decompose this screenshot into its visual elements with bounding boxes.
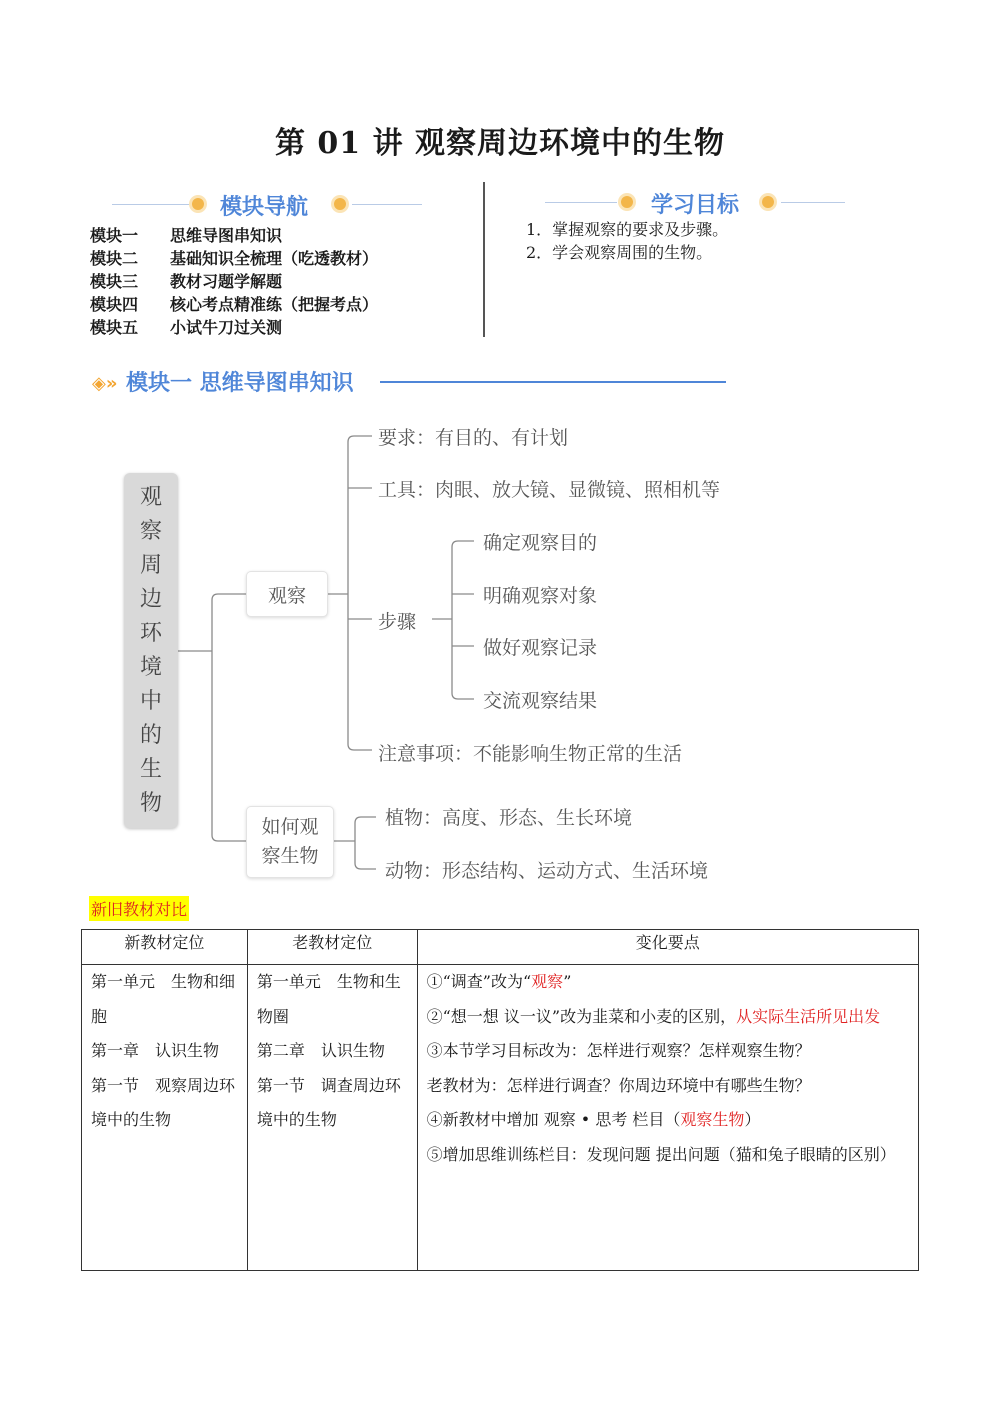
nav-heading: 模块导航 <box>220 195 309 220</box>
nav-item[interactable]: 模块二 基础知识全梳理（吃透教材） <box>90 249 379 268</box>
goal-item: 1．掌握观察的要求及步骤。 <box>526 220 729 239</box>
goals-heading: 学习目标 <box>651 193 740 218</box>
mindmap-tools: 工具：肉眼、放大镜、显微镜、照相机等 <box>378 479 721 501</box>
module1-banner-text: 模块一 思维导图串知识 <box>126 371 354 396</box>
comparison-table <box>81 929 919 1271</box>
change-item: ④新教材中增加 观察 • 思考 栏目（观察生物） <box>426 1110 761 1129</box>
page-title: 第 01 讲 观察周边环境中的生物 <box>274 126 726 161</box>
mindmap-animals: 动物：形态结构、运动方式、生活环境 <box>385 860 709 882</box>
change-item: ①“调查”改为“观察” <box>426 972 572 991</box>
mindmap-plants: 植物：高度、形态、生长环境 <box>385 807 633 829</box>
goal-item: 2．学会观察周围的生物。 <box>526 243 713 262</box>
table-header: 老教材定位 <box>247 930 417 965</box>
table-header-row <box>82 930 919 965</box>
nav-item[interactable]: 模块三 教材习题学解题 <box>90 272 283 291</box>
mindmap-step: 做好观察记录 <box>483 637 598 659</box>
mindmap-step: 确定观察目的 <box>483 532 598 554</box>
compare-tag: 新旧教材对比 <box>89 896 189 921</box>
double-chevron-icon: ◈» <box>92 373 118 394</box>
mindmap-caution: 注意事项：不能影响生物正常的生活 <box>378 743 683 765</box>
table-header: 变化要点 <box>417 930 918 965</box>
nav-item[interactable]: 模块一 思维导图串知识 <box>90 226 283 245</box>
mindmap-step: 明确观察对象 <box>483 585 598 607</box>
mindmap-root-node: 观 察 周 边 环 境 中 的 生 物 <box>124 473 178 828</box>
change-item: 老教材为：怎样进行调查？你周边环境中有哪些生物？ <box>426 1075 811 1095</box>
mindmap-node-observe: 观察 <box>246 571 328 617</box>
mindmap-step: 交流观察结果 <box>483 690 598 712</box>
old-textbook-cell: 第一单元 生物和生物圈 第二章 认识生物 第一节 调查周边环境中的生物 <box>247 965 417 1271</box>
mindmap-steps-label: 步骤 <box>378 611 417 633</box>
nav-item[interactable]: 模块五 小试牛刀过关测 <box>90 318 283 337</box>
changes-cell <box>417 965 918 1271</box>
mindmap-node-how-to-observe: 如何观 察生物 <box>246 806 334 878</box>
mindmap-requirement: 要求：有目的、有计划 <box>378 427 569 449</box>
change-item: ②“想一想 议一议”改为韭菜和小麦的区别，从实际生活所见出发 <box>426 1006 881 1026</box>
nav-item[interactable]: 模块四 核心考点精准练（把握考点） <box>90 295 379 314</box>
table-row <box>82 965 919 1271</box>
new-textbook-cell: 第一单元 生物和细胞 第一章 认识生物 第一节 观察周边环境中的生物 <box>82 965 248 1271</box>
table-header: 新教材定位 <box>82 930 248 965</box>
change-item: ⑤增加思维训练栏目：发现问题 提出问题（猫和兔子眼睛的区别） <box>426 1144 896 1164</box>
change-item: ③本节学习目标改为：怎样进行观察？怎样观察生物？ <box>426 1041 811 1060</box>
